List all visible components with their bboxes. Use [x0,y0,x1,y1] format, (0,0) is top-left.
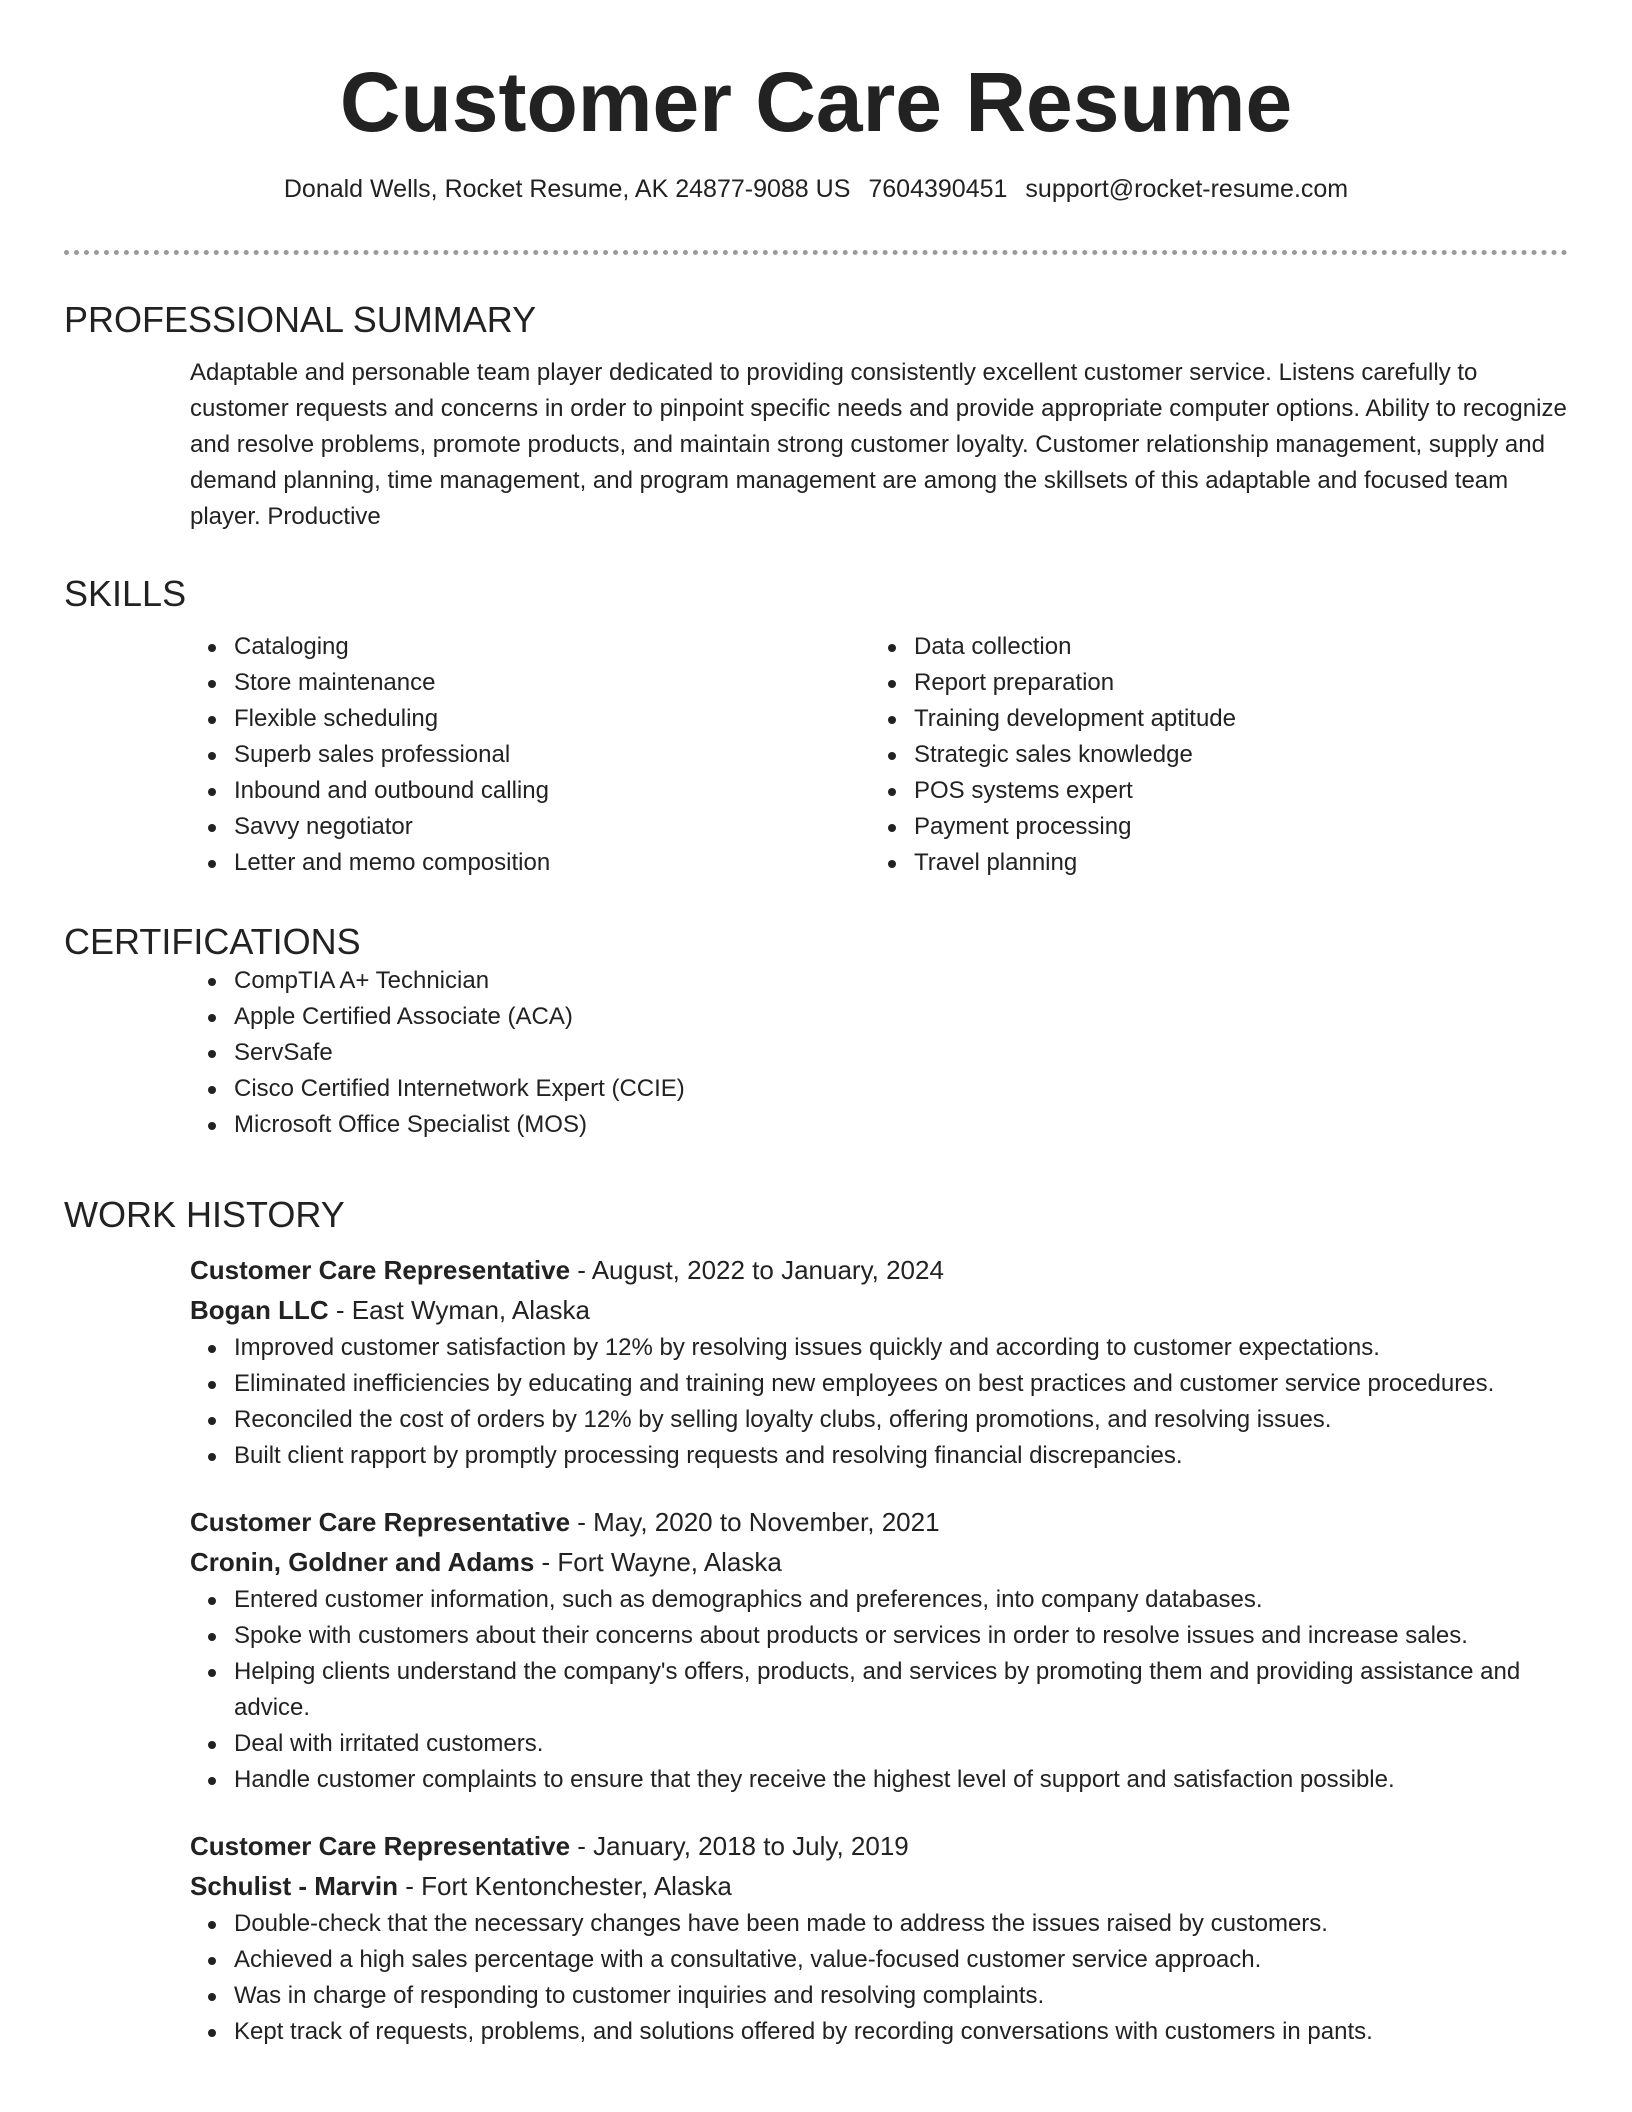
job-location: - Fort Kentonchester, Alaska [398,1871,732,1902]
skill-item: Savvy negotiator [234,809,870,845]
certifications-section [64,920,1568,1143]
skill-item: Superb sales professional [234,737,870,773]
skill-item: POS systems expert [914,773,1550,809]
job-company-line [190,1542,1568,1582]
work-history-heading: WORK HISTORY [64,1194,345,1235]
job-location: - Fort Wayne, Alaska [534,1547,782,1578]
job-location: - East Wyman, Alaska [328,1295,590,1326]
job-title: Customer Care Representative [190,1255,571,1286]
certification-item: Apple Certified Associate (ACA) [234,999,1568,1035]
skills-column-left [190,629,870,881]
job-company: Bogan LLC [190,1295,329,1326]
job-title-line [190,1826,1568,1866]
job-duty-item: Improved customer satisfaction by 12% by resolving issues quickly and according to customer expectations. [234,1330,1568,1366]
skills-heading: SKILLS [64,573,187,614]
job-duty-item: Kept track of requests, problems, and solutions offered by recording conversations with customers in pants. [234,2014,1568,2050]
resume-title: Customer Care Resume [339,55,1293,149]
work-history-body [190,1250,1568,2050]
job-company: Cronin, Goldner and Adams [190,1547,535,1578]
skill-item: Strategic sales knowledge [914,737,1550,773]
certifications-heading: CERTIFICATIONS [64,921,361,962]
job-company: Schulist - Marvin [190,1871,399,1902]
job-company-line [190,1866,1568,1906]
skill-item: Letter and memo composition [234,845,870,881]
summary-section [64,298,1568,535]
job-duty-item: Deal with irritated customers. [234,1726,1568,1762]
certification-item: CompTIA A+ Technician [234,963,1568,999]
certification-item: ServSafe [234,1035,1568,1071]
job-title: Customer Care Representative [190,1507,571,1538]
skill-item: Inbound and outbound calling [234,773,870,809]
job-title-line [190,1502,1568,1542]
certifications-list [190,963,1568,1143]
skill-item: Payment processing [914,809,1550,845]
contact-address: Donald Wells, Rocket Resume, AK 24877-9088 US [283,174,851,203]
job-duty-item: Entered customer information, such as demographics and preferences, into company databases. [234,1582,1568,1618]
job-title-line [190,1250,1568,1290]
job-duty-item: Achieved a high sales percentage with a consultative, value-focused customer service approach. [234,1942,1568,1978]
job-entry [190,1250,1568,1474]
skills-list-right [870,629,1550,881]
job-title: Customer Care Representative [190,1831,571,1862]
header-divider [64,250,1568,255]
job-dates: - August, 2022 to January, 2024 [570,1255,944,1286]
skills-list-left [190,629,870,881]
job-duty-item: Helping clients understand the company's offers, products, and services by promoting them and providing assistance and advice. [234,1654,1568,1726]
job-duty-item: Double-check that the necessary changes have been made to address the issues raised by customers. [234,1906,1568,1942]
certifications-body [190,963,1568,1143]
job-dates: - January, 2018 to July, 2019 [570,1831,909,1862]
skill-item: Data collection [914,629,1550,665]
contact-line [0,173,1632,206]
job-company-line [190,1290,1568,1330]
job-duties-list [190,1906,1568,2050]
contact-phone: 7604390451 [868,174,1008,203]
job-duty-item: Built client rapport by promptly processing requests and resolving financial discrepancies. [234,1438,1568,1474]
contact-email: support@rocket-resume.com [1025,174,1349,203]
certification-item: Microsoft Office Specialist (MOS) [234,1107,1568,1143]
summary-body [190,355,1568,535]
job-duties-list [190,1582,1568,1798]
job-entry [190,1502,1568,1798]
work-history-section [64,1193,1568,2050]
skill-item: Training development aptitude [914,701,1550,737]
job-duty-item: Reconciled the cost of orders by 12% by selling loyalty clubs, offering promotions, and resolving issues. [234,1402,1568,1438]
skills-section [64,572,1568,881]
job-duty-item: Was in charge of responding to customer inquiries and resolving complaints. [234,1978,1568,2014]
job-duty-item: Eliminated inefficiencies by educating and training new employees on best practices and customer service procedures. [234,1366,1568,1402]
skills-column-right [870,629,1550,881]
certification-item: Cisco Certified Internetwork Expert (CCIE) [234,1071,1568,1107]
summary-text: Adaptable and personable team player dedicated to providing consistently excellent customer service. Listens carefully to customer requests and concerns in order to pinpoint specific needs and provide appropriate computer options. Ability to recognize and resolve problems, promote products, and maintain strong customer loyalty. Customer relationship management, supply and demand planning, time management, and program management are among the skillsets of this adaptable and focused team player. Productive [190,359,1567,531]
summary-heading: PROFESSIONAL SUMMARY [64,299,537,340]
skills-columns [190,629,1568,881]
skill-item: Flexible scheduling [234,701,870,737]
skills-body [190,629,1568,881]
skill-item: Report preparation [914,665,1550,701]
job-duties-list [190,1330,1568,1474]
job-duty-item: Spoke with customers about their concerns about products or services in order to resolve issues and increase sales. [234,1618,1568,1654]
job-entry [190,1826,1568,2050]
job-duty-item: Handle customer complaints to ensure that they receive the highest level of support and satisfaction possible. [234,1762,1568,1798]
job-dates: - May, 2020 to November, 2021 [570,1507,940,1538]
skill-item: Store maintenance [234,665,870,701]
skill-item: Travel planning [914,845,1550,881]
skill-item: Cataloging [234,629,870,665]
